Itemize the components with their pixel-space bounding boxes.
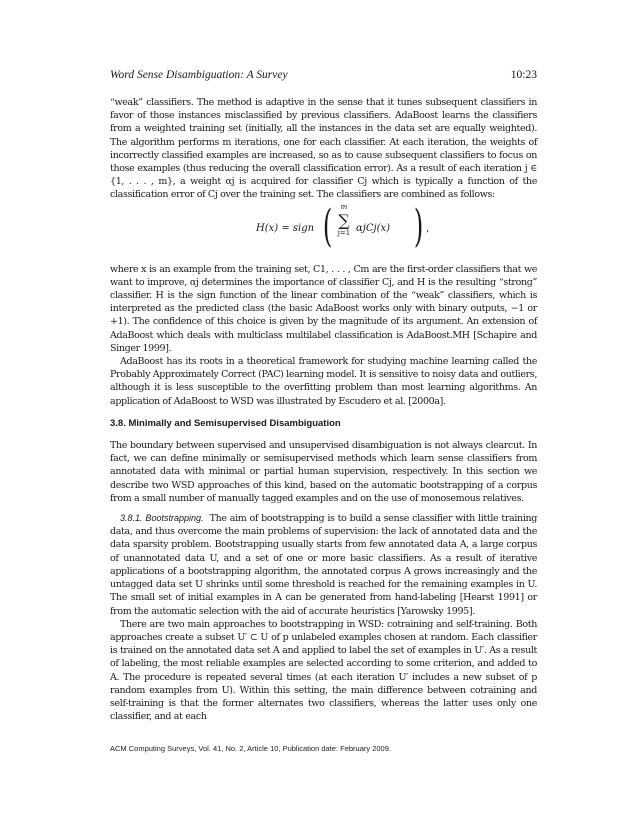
summation-symbol: ∑ (338, 210, 350, 230)
adaboost-equation (110, 202, 537, 256)
summation (336, 203, 352, 238)
paragraph-adaboost-intro: “weak” classifiers. The method is adaptive in the sense that it tunes subsequent classifiers in favor of those instances misclassified by previous classifiers. AdaBoost learns the classifiers from a weighted training set (initially, all the instances in the data set are equally weighted). The algorithm performs m iterations, one for each classifier. At each iteration, the weights of incorrectly classified examples are increased, so as to cause subsequent classifiers to focus on those examples (thus reducing the overall classification error). As a result of each iteration j ∈ {1, . . . , m}, a weight αj is acquired for classifier Cj which is typically a function of the classification error of Cj over the training set. The classifiers are combined as follows: (110, 97, 537, 201)
paragraph-adaboost-pac: AdaBoost has its roots in a theoretical framework for studying machine learning called the Probably Approximately Correct (PAC) learning model. It is sensitive to noisy data and outliers, although it is less susceptible to the overfitting problem than most learning algorithms. An application of AdaBoost to WSD was illustrated by Escudero et al. [2000a]. (110, 356, 537, 407)
page-number: 10:23 (510, 69, 537, 81)
section-heading: 3.8. Minimally and Semisupervised Disambiguation (110, 417, 341, 429)
paragraph-semisupervised-intro: The boundary between supervised and unsupervised disambiguation is not always clearcut. In fact, we can define minimally or semisupervised methods which learn sense classifiers from annotated data with minimal or partial human supervision, respectively. In this section we describe two WSD approaches of this kind, based on the automatic bootstrapping of a corpus from a small number of manually tagged examples and on the use of monosemous relatives. (110, 440, 537, 504)
equation-left-paren: ( (322, 200, 333, 252)
running-title: Word Sense Disambiguation: A Survey (110, 69, 288, 81)
equation-term: αjCj(x) (356, 222, 391, 234)
equation-trailing-comma: , (426, 222, 430, 234)
equation-lhs: H(x) = sign (256, 222, 315, 234)
body-text (110, 96, 537, 723)
equation-right-paren: ) (413, 200, 424, 252)
running-header (110, 69, 537, 83)
bootstrapping-text: The aim of bootstrapping is to build a sense classifier with little training data, and thus overcome the main problems of supervision: the lack of annotated data and the data sparsity problem. Bootstrapping usually starts from few annotated data A, a large corpus of unannotated data U, and a set of one or more basic classifiers. As a result of iterative applications of a bootstrapping algorithm, the annotated corpus A grows increasingly and the untagged data set U shrinks until some threshold is reached for the remaining examples in U. The small set of initial examples in A can be generated from hand-labeling [Hearst 1991] or from the automatic selection with the aid of accurate heuristics [Yarowsky 1995]. (110, 513, 538, 617)
page-footer: ACM Computing Surveys, Vol. 41, No. 2, Article 10, Publication date: February 2009. (110, 744, 391, 753)
paragraph-adaboost-definitions: where x is an example from the training set, C1, . . . , Cm are the first-order classifiers that we want to improve, αj determines the importance of classifier Cj, and H is the resulting “strong” classifier. H is the sign function of the linear combination of the “weak” classifiers, which is interpreted as the predicted class (the basic AdaBoost works only with binary outputs, −1 or +1). The confidence of this choice is given by the magnitude of its argument. An extension of AdaBoost which deals with multiclass multilabel classification is AdaBoost.MH [Schapire and Singer 1999]. (110, 263, 537, 354)
paragraph-cotraining: There are two main approaches to bootstrapping in WSD: cotraining and self-training. Both approaches create a subset U′ ⊂ U of p unlabeled examples chosen at random. Each classifier is trained on the annotated data set A and applied to label the set of examples in U′. As a result of labeling, the most reliable examples are selected according to some criterion, and added to A. The procedure is repeated several times (at each iteration U′ includes a new subset of p random examples from U). Within this setting, the main difference between cotraining and self-training is that the former alternates two classifiers, whereas the latter uses only one classifier, and at each (110, 618, 537, 723)
subsection-heading: 3.8.1. Bootstrapping. (120, 513, 204, 524)
summation-lower-limit: j=1 (337, 228, 351, 237)
paragraph-bootstrapping (110, 512, 537, 618)
summation-upper-limit: m (340, 202, 348, 211)
